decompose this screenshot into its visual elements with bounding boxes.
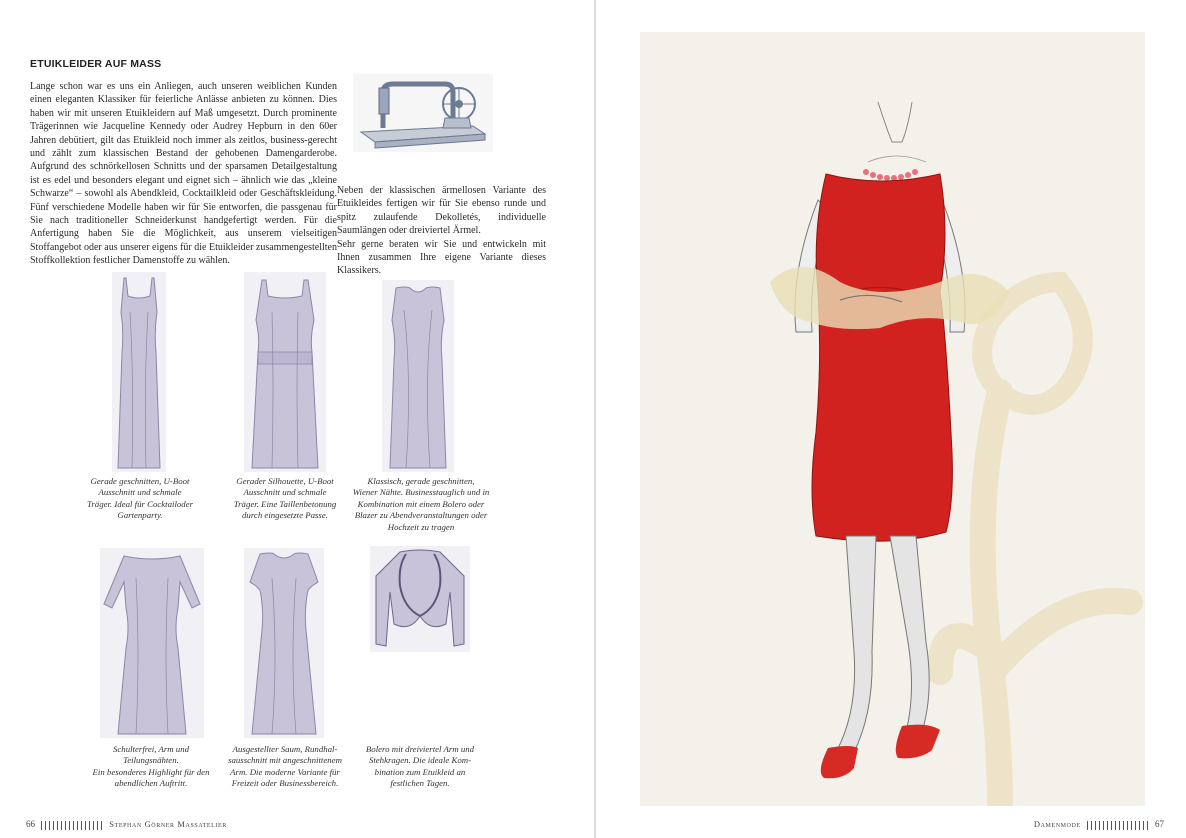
fashion-illustration xyxy=(640,32,1145,806)
caption-model-3: Klassisch, gerade geschnitten, Wiener Nähte. Businesstauglich und in Kombination mit einem Bolero oder Blazer zu Abendveranstaltungen oder Hochzeit zu tragen xyxy=(352,476,490,532)
caption-model-2: Gerader Silhouette, U-Boot Ausschnitt und schmale Träger. Eine Taillenbetonung durch eingesetzte Passe. xyxy=(233,476,337,521)
footer-section: Damenmode xyxy=(1033,819,1081,830)
dress-model-5 xyxy=(244,548,324,738)
dress-model-1 xyxy=(112,272,166,472)
sewing-machine-illustration xyxy=(353,74,493,152)
dress-model-4 xyxy=(100,548,204,738)
caption-model-5: Ausgestellter Saum, Rundhal- sausschnitt mit angeschnittenem Arm. Die moderne Variante für Freizeit oder Businessbereich. xyxy=(228,744,342,789)
intro-paragraph: Lange schon war es uns ein Anliegen, auch unseren weiblichen Kunden einen eleganten Klassiker für feierliche Anlässe anbieten zu können. Dies haben wir mit unseren Etuikleidern auf Maß umgesetzt. Durch prominente Trägerinnen wie Jacqueline Kennedy oder Audrey Hepburn in den 60er Jahren debütiert, gilt das Etuikleid noch immer als zeitlos, business-gerecht und zählt zum klassischen Bestand der gehobenen Damengarderobe. Aufgrund des schnörkellosen Schnitts und der sparsamen Detailgestaltung ist es edel und besonders elegant und eignet sich – ähnlich wie das „kleine Schwarze“ – sowohl als Abendkleid, Cocktailkleid oder Geschäftskleidung. Fünf verschiedene Modelle haben wir für Sie entworfen, die passgenau für Sie nach traditioneller Schneiderkunst handgefertigt werden. Für die Anfertigung haben Sie die Möglichkeit, aus unserem vielseitigen Stoffangebot oder aus unserer eigens für die Etuikleider zusammengestellten Stoffkollektion festlicher Damenstoffe zu wählen. xyxy=(30,81,337,267)
caption-bolero: Bolero mit dreiviertel Arm und Stehkragen. Die ideale Kom- bination zum Etuikleid an festlichen Tagen. xyxy=(365,744,475,789)
side-paragraph: Sehr gerne beraten wir Sie und entwickeln mit Ihnen zusammen Ihre eigene Variante dieses Klassikers. xyxy=(337,238,546,277)
caption-model-4: Schulterfrei, Arm und Teilungsnähten. Ein besonderes Highlight für den abendlichen Auftritt. xyxy=(92,744,210,789)
side-text xyxy=(337,184,546,278)
footer-right xyxy=(1034,819,1164,830)
caption-model-1: Gerade geschnitten, U-Boot Ausschnitt und schmale Träger. Ideal für Cocktailoder Gartenparty. xyxy=(86,476,194,521)
right-page xyxy=(596,0,1186,838)
dress-model-3 xyxy=(382,280,454,472)
barcode-ornament xyxy=(1087,821,1149,830)
dress-model-2 xyxy=(244,272,326,472)
side-paragraph: Neben der klassischen ärmellosen Variante des Etuikleides fertigen wir für Sie ebenso runde und spitz zulaufende Dekolletés, individuelle Saumlängen oder dreiviertel Ärmel. xyxy=(337,185,546,237)
footer-brand: Stephan Görner Massatelier xyxy=(109,819,227,830)
page-number: 66 xyxy=(26,819,35,830)
page-number: 67 xyxy=(1155,819,1164,830)
footer-left xyxy=(26,819,227,830)
barcode-ornament xyxy=(41,821,103,830)
tulip-ornament xyxy=(940,282,1130,802)
bolero-model xyxy=(370,546,470,652)
section-heading: ETUIKLEIDER AUF MASS xyxy=(30,58,162,70)
